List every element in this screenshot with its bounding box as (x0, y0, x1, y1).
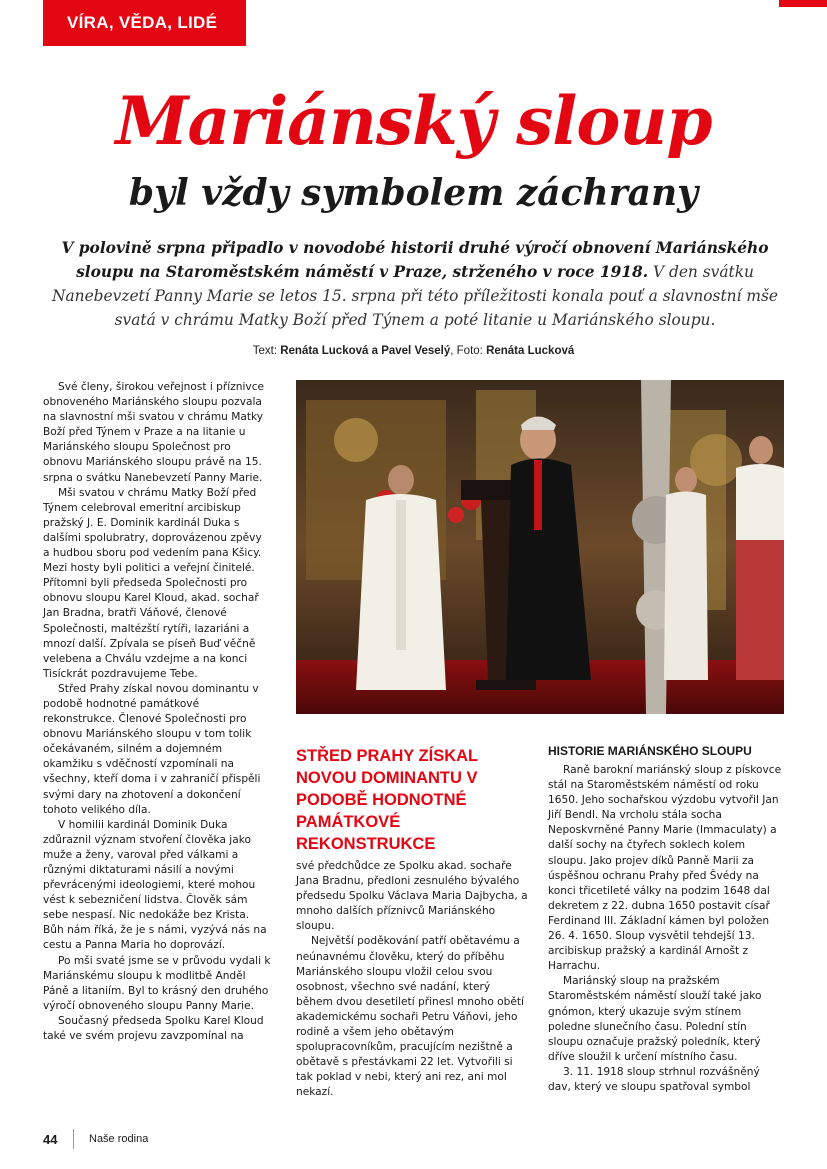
paragraph: Své členy, širokou veřejnost i příznivce obnoveného Mariánského sloupu pozvala na slavnostní mši svatou v chrámu Matky Boží před Týnem v Praze a na litanie u Mariánského sloupu Společnost pro obnovu Mariánského sloupu právě na 15. srpna o svátku Nanebevzetí Panny Marie. (43, 381, 265, 484)
section-label: VÍRA, VĚDA, LIDÉ (67, 13, 218, 32)
article-photo (296, 380, 784, 714)
photo-illustration (296, 380, 784, 714)
footer-divider (73, 1129, 74, 1149)
paragraph: 3. 11. 1918 sloup strhnul rozvášněný dav, který ve sloupu spatřoval symbol (548, 1065, 760, 1093)
lead-bold: V polovině srpna připadlo v novodobé historii druhé výročí obnovení Mariánského sloupu na Staroměstském náměstí v Praze, strženého v roce 1918. (61, 239, 769, 281)
paragraph: Současný předseda Spolku Karel Kloud také ve svém projevu zavzpomínal na (43, 1014, 264, 1043)
body-column-3 (548, 763, 784, 1095)
credits-photo-label: , Foto: (450, 345, 487, 357)
paragraph: Střed Prahy získal novou dominantu v podobě hodnotné památkové rekonstrukce. Členové Společnosti pro obnovu Mariánského sloupu v tom tolik očekávaném, silném a dojemném okamžiku s vděčností vzpomínali na všechny, kteří doma i v zahraničí přispěli svými dary na zhotovení a dokončení tohoto velikého díla. (43, 682, 261, 816)
credits-photographer: Renáta Lucková (486, 345, 575, 357)
lead-rest: V den svátku Nanebevzetí Panny Marie se letos 15. srpna při této příležitosti konala pouť a slavnostní mše svatá v chrámu Matky Boží před Týnem a poté litanie u Mariánského sloupu. (52, 263, 778, 329)
section-subheading: HISTORIE MARIÁNSKÉHO SLOUPU (548, 744, 752, 758)
credits-authors: Renáta Lucková a Pavel Veselý (280, 345, 451, 357)
paragraph: Mši svatou v chrámu Matky Boží před Týnem celebroval emeritní arcibiskup pražský J. E. Dominik kardinál Duka s dalšími spolubratry, doprovázenou zpěvy a hudbou sboru pod vedením pana Kšicy. Mezi hosty byli politici a veřejní činitelé. Přítomni byli předseda Společnosti pro obnovu sloupu Karel Kloud, akad. sochař Jan Bradna, bratři Váňové, členové Společnosti, maltézští rytíři, lazariáni a mnozí další. Zpívala se píseň Buď věčně velebena a Chválu vzdejme a na konci Tisíckrát pozdravujeme Tebe. (43, 486, 262, 680)
page-number: 44 (43, 1132, 58, 1147)
credits-text-label: Text: (252, 345, 281, 357)
highlight-quote: STŘED PRAHY ZÍSKAL NOVOU DOMINANTU V PODOBĚ HODNOTNÉ PAMÁTKOVÉ REKONSTRUKCE (296, 747, 478, 853)
section-tab (43, 0, 246, 46)
article-credits (0, 345, 827, 357)
article-subtitle: byl vždy symbolem záchrany (128, 172, 699, 214)
paragraph: své předchůdce ze Spolku akad. sochaře Jana Bradnu, předloni zesnulého bývalého předsedu Spolku Václava Maria Dajbycha, a mnoho dalších příznivců Mariánského sloupu. (296, 860, 528, 933)
corner-accent-bar (779, 0, 827, 7)
paragraph: Raně barokní mariánský sloup z pískovce stál na Staroměstském náměstí od roku 1650. Jeho sochařskou výzdobu vytvořil Jan Jiří Bendl. Na vrcholu stála socha Neposkvrněné Panny Marie (Immaculaty) a další sochy na čtyřech soklech kolem sloupu. Jako projev díků Panně Marii za úspěšnou ochranu Prahy před Švédy na konci třicetileté války na podzim 1648 dal dekretem z 22. dubna 1650 postavit císař Ferdinand III. Základní kámen byl položen 26. 4. 1650. Sloup vysvětil tehdejší 13. arcibiskup pražský a kardinál Arnošt z Harrachu. (548, 764, 782, 973)
paragraph: Po mši svaté jsme se v průvodu vydali k Mariánskému sloupu k modlitbě Anděl Páně a litaniím. Byl to krásný den druhého výročí obnoveného sloupu Panny Marie. (43, 954, 271, 1012)
paragraph: V homilii kardinál Dominik Duka zdůraznil význam stvoření člověka jako muže a ženy, varoval před válkami a různými diktaturami násilí a novými převrácenými ideologiemi, které mohou vést k sebezničení lidstva. Člověk sám sebe nespasí. Nic nedokáže bez Krista. Bůh nám říká, že je s námi, vyzývá nás na cestu a Panna Maria ho doprovází. (43, 818, 267, 952)
paragraph: Největší poděkování patří obětavému a neúnavnému člověku, který do příběhu Mariánského sloupu vložil celou svou osobnost, všechno své nadání, který během dvou desetiletí přinesl mnoho obětí akademickému sochaři Petru Váňovi, jeho rodině a všem jeho obětavým spolupracovníkům, pracujícím nezištně a obětavě s přestávkami 22 let. Vytvořili si tak poklad v nebi, který ani rez, ani mol nekazí. (296, 935, 525, 1099)
body-column-1 (43, 380, 271, 1044)
article-lead (40, 236, 790, 332)
body-column-2 (296, 859, 530, 1101)
paragraph: Mariánský sloup na pražském Staroměstském náměstí slouží také jako gnómon, který ukazuje svým stínem poledne slunečního času. Polední stín sloupu označuje pražský poledník, který dříve sloužil k určení místního času. (548, 975, 762, 1063)
article-title: Mariánský sloup (115, 82, 712, 160)
magazine-name: Naše rodina (89, 1133, 149, 1145)
